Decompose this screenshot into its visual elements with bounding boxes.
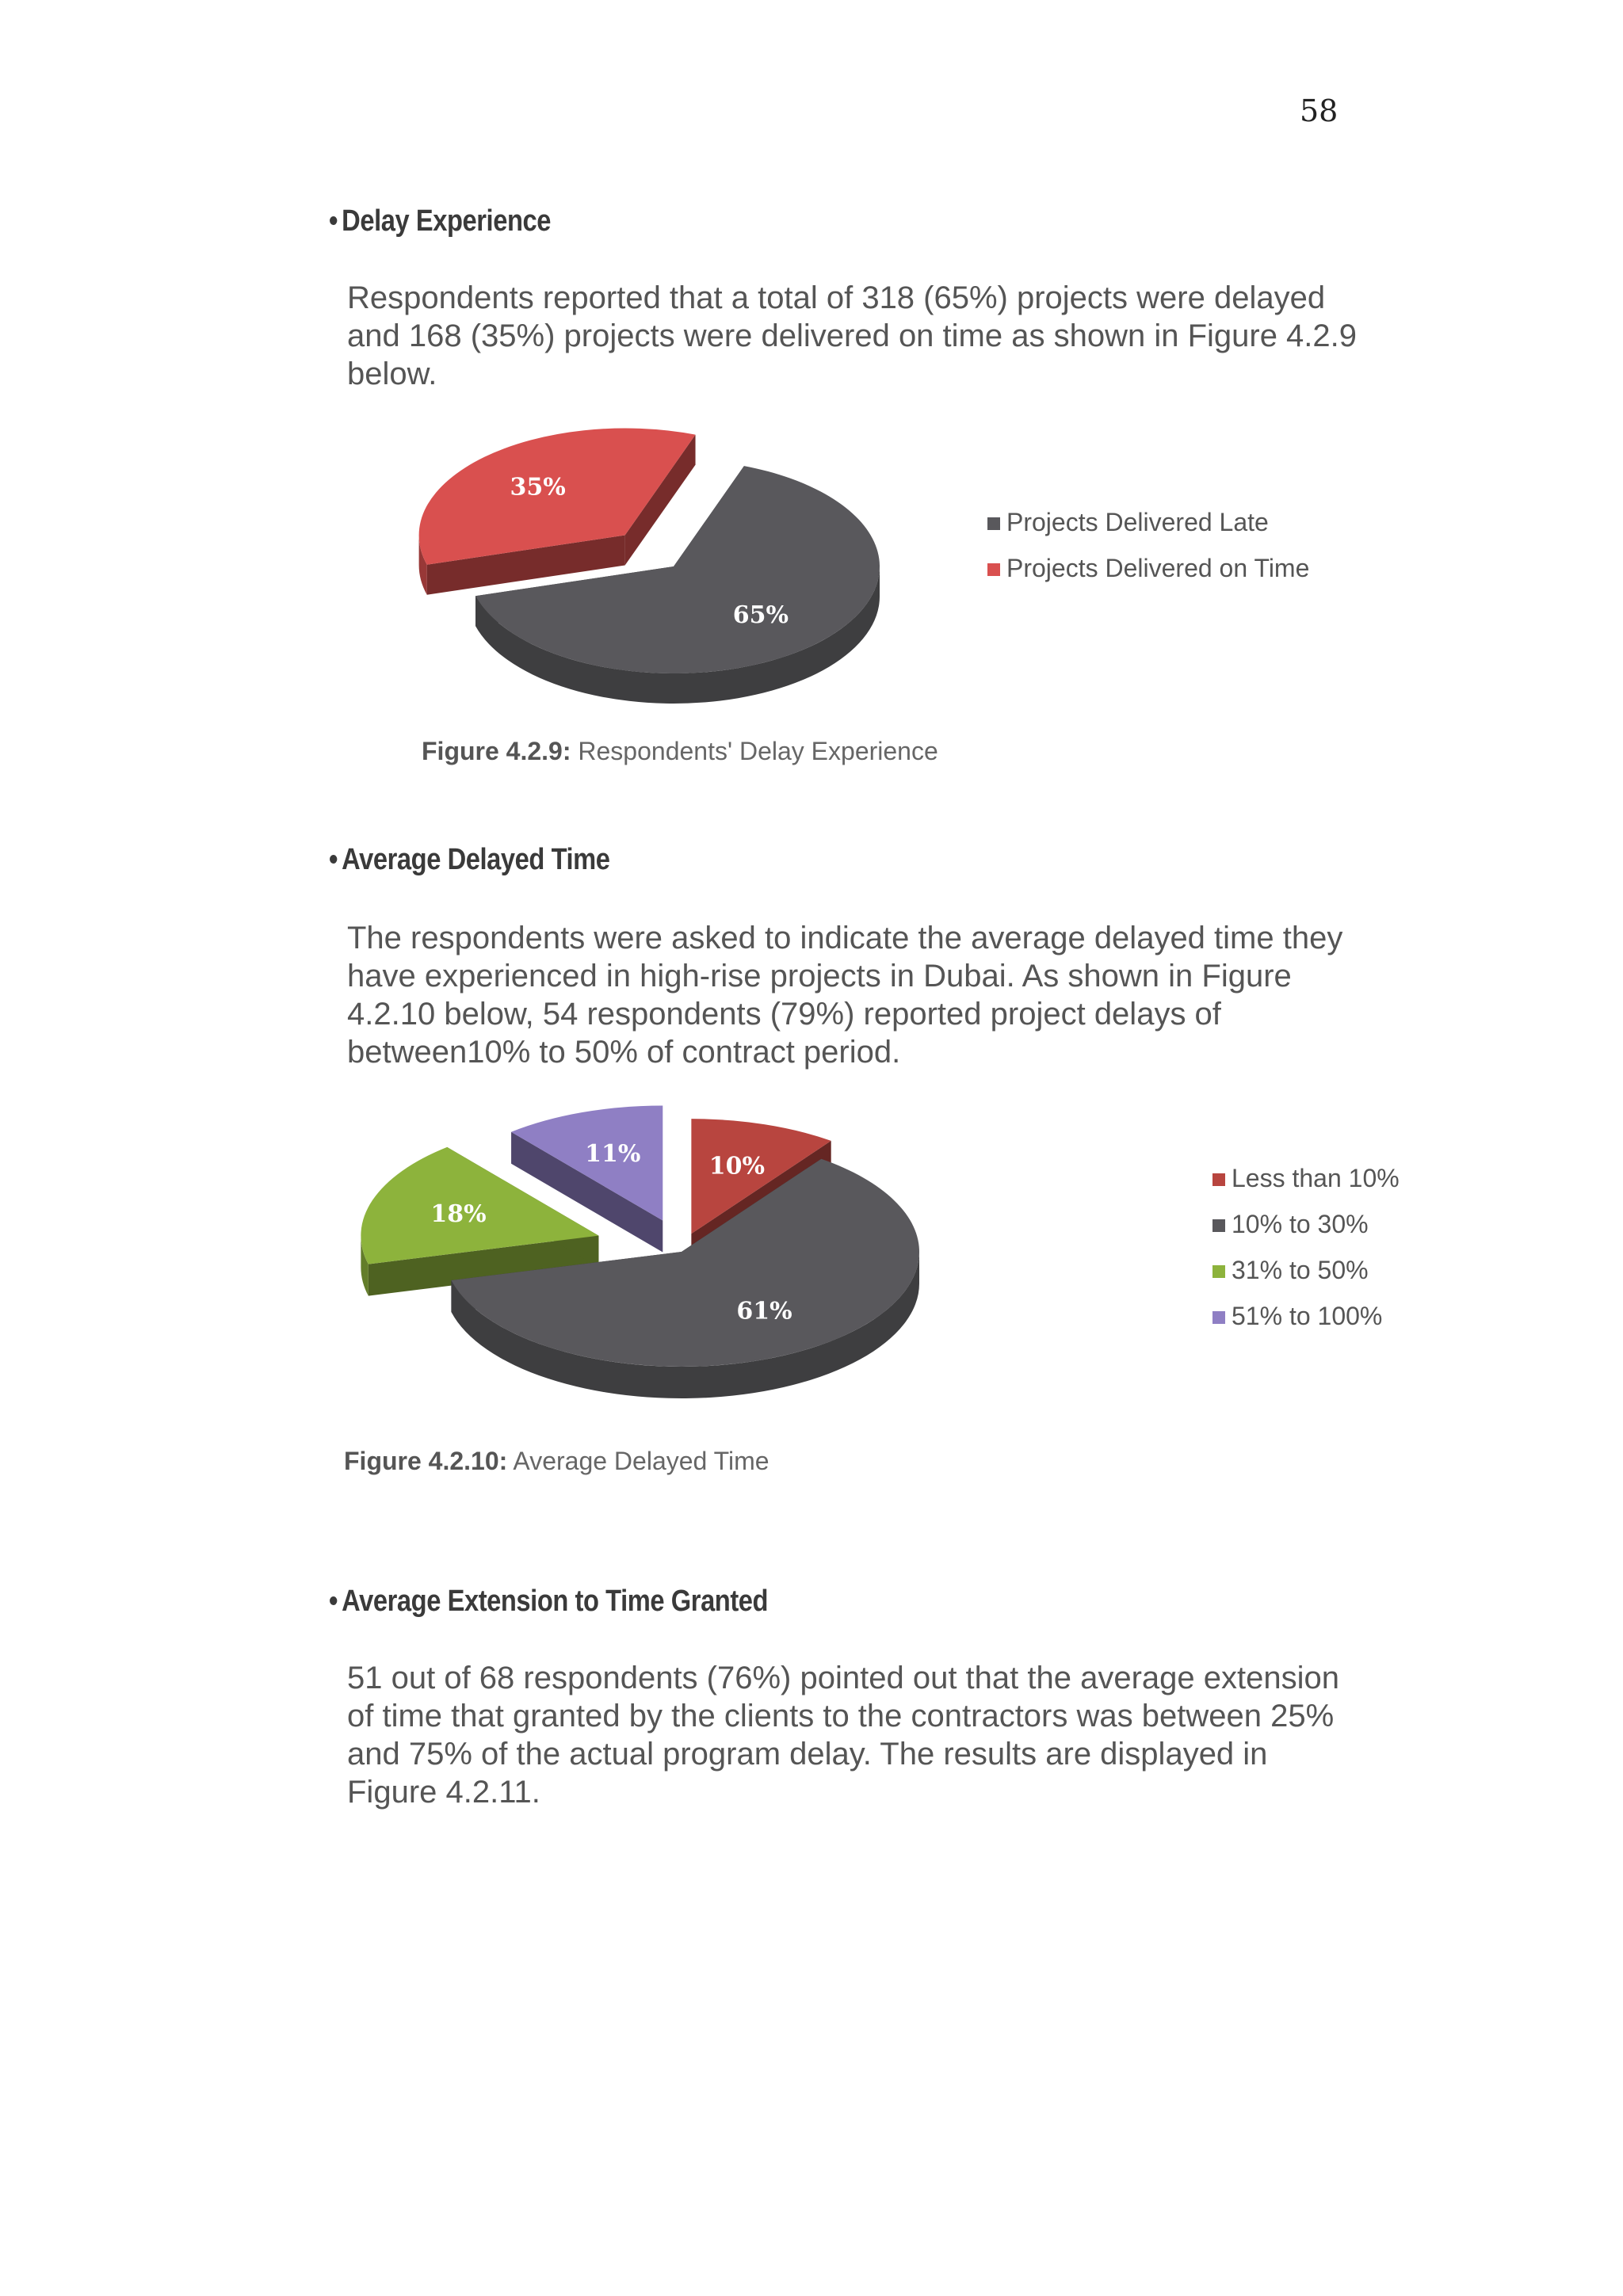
legend-item-projects-delivered-late [987, 508, 1269, 536]
legend-swatch [987, 563, 1000, 576]
legend-item-31-to-50 [1212, 1256, 1369, 1284]
section-heading-average-delayed-time [329, 843, 610, 877]
page-number: 58 [1300, 93, 1338, 128]
section-heading-delay-experience [329, 204, 551, 238]
legend-label: 31% to 50% [1232, 1256, 1369, 1284]
legend-swatch [987, 517, 1000, 530]
pie-chart-delay-experience [412, 444, 1331, 713]
figure-text: Average Delayed Time [513, 1447, 769, 1475]
paragraph-delay-experience [347, 279, 1441, 393]
data-label-31-to-50: 18% [430, 1199, 487, 1228]
data-label-projects-delivered-on-time: 35% [510, 473, 566, 502]
bullet-icon: • [329, 1585, 338, 1618]
heading-text: Average Delayed Time [342, 843, 610, 876]
paragraph-line: Respondents reported that a total of 318 (65%) projects were delayed [347, 280, 1326, 315]
paragraph-line: The respondents were asked to indicate the average delayed time they [347, 921, 1343, 955]
figure-caption-4-2-9 [422, 737, 938, 766]
legend-label: Projects Delivered Late [1006, 508, 1269, 536]
legend-swatch [1212, 1173, 1225, 1186]
paragraph-average-extension [347, 1659, 1441, 1811]
paragraph-line: of time that granted by the clients to the contractors was between 25% [347, 1699, 1335, 1733]
bullet-icon: • [329, 843, 338, 876]
figure-label: Figure 4.2.9: [422, 737, 571, 765]
paragraph-line: between10% to 50% of contract period. [347, 1035, 901, 1070]
paragraph-line: Figure 4.2.11. [347, 1775, 540, 1810]
data-label-less-than-10: 10% [708, 1152, 765, 1180]
legend-label: Projects Delivered on Time [1006, 554, 1310, 582]
legend-item-10-to-30 [1212, 1210, 1369, 1238]
paragraph-line: and 75% of the actual program delay. The results are displayed in [347, 1737, 1268, 1772]
paragraph-line: and 168 (35%) projects were delivered on time as shown in Figure 4.2.9 [347, 318, 1358, 353]
section-heading-average-extension [329, 1585, 768, 1619]
pie-chart-average-delayed-time [430, 1085, 1411, 1402]
legend-item-projects-delivered-on-time [987, 554, 1309, 582]
figure-label: Figure 4.2.10: [344, 1447, 508, 1475]
figure-text: Respondents' Delay Experience [578, 737, 938, 765]
paragraph-line: below. [347, 357, 437, 391]
legend-item-less-than-10 [1212, 1164, 1400, 1192]
heading-text: Average Extension to Time Granted [342, 1585, 769, 1618]
legend-label: 51% to 100% [1232, 1302, 1383, 1330]
paragraph-average-delayed-time [347, 919, 1441, 1071]
figure-caption-4-2-10 [344, 1447, 769, 1476]
data-label-projects-delivered-late: 65% [732, 601, 789, 630]
data-label-51-to-100: 11% [585, 1139, 641, 1168]
paragraph-line: 4.2.10 below, 54 respondents (79%) reported project delays of [347, 997, 1221, 1032]
legend-swatch [1212, 1265, 1225, 1278]
legend-label: 10% to 30% [1232, 1210, 1369, 1238]
paragraph-line: 51 out of 68 respondents (76%) pointed out that the average extension [347, 1661, 1339, 1695]
heading-text: Delay Experience [342, 204, 551, 238]
legend-item-51-to-100 [1212, 1302, 1382, 1330]
legend-swatch [1212, 1219, 1225, 1232]
legend-label: Less than 10% [1232, 1164, 1400, 1192]
bullet-icon: • [329, 204, 338, 238]
paragraph-line: have experienced in high-rise projects in Dubai. As shown in Figure [347, 959, 1292, 994]
legend-swatch [1212, 1311, 1225, 1324]
data-label-10-to-30: 61% [736, 1297, 792, 1325]
